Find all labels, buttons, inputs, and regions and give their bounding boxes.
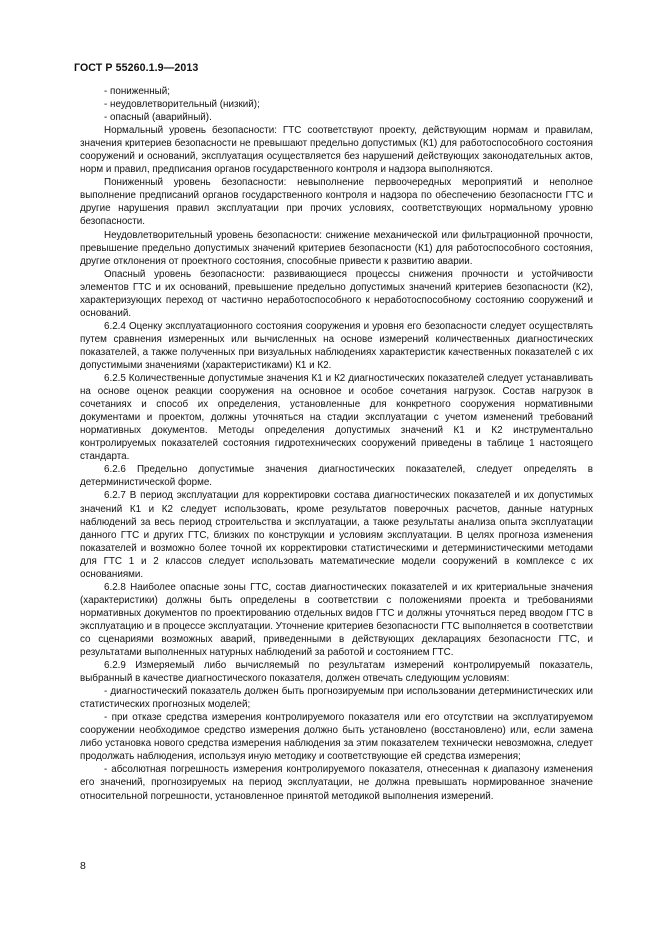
paragraph: Неудовлетворительный уровень безопасности: снижение механической или фильтрационной прочности, превышение предельно допустимых значений критериев безопасности (К1) для работоспособного состояния, другие отклонения от проектного состояния, способные привести к развитию аварии.	[80, 229, 593, 267]
paragraph: - опасный (аварийный).	[104, 112, 212, 124]
paragraph: - неудовлетворительный (низкий);	[104, 99, 260, 111]
paragraph: - диагностический показатель должен быть прогнозируемым при использовании детерминистических или статистических прогнозных моделей;	[80, 686, 593, 711]
paragraph: 6.2.5 Количественные допустимые значения К1 и К2 диагностических показателей следует устанавливать на основе оценок реакции сооружения на основное и особое сочетания нагрузок. Состав нагрузок в сочетаниях и способ их определения, установленные для конкретного сооружения нормативными документами и проектом, должны уточняться на стадии эксплуатации с учетом изменений требований нормативных документов. Методы определения допустимых значений К1 и К2 инструментально контролируемых показателей состояния гидротехнических сооружений приведены в таблице 1 настоящего стандарта.	[80, 373, 593, 463]
document-body	[80, 85, 593, 803]
paragraph: 6.2.7 В период эксплуатации для корректировки состава диагностических показателей и их допустимых значений К1 и К2 следует использовать, кроме результатов поверочных расчетов, данные натурных наблюдений за весь период строительства и эксплуатации, а также результаты анализа опыта эксплуатации данного ГТС и других ГТС, близких по конструкции и условиям эксплуатации. В целях прогноза изменения показателей и возможно более точной их корректировки статистическими и детерминистическими методами для ГТС 1 и 2 классов следует использовать математические модели сооружений в комплексе с их основаниями.	[80, 490, 593, 580]
document-header: ГОСТ Р 55260.1.9—2013	[74, 62, 199, 74]
paragraph: - пониженный;	[104, 86, 170, 97]
paragraph: - абсолютная погрешность измерения контролируемого показателя, отнесенная к диапазону изменения его значений, прогнозируемых на период эксплуатации, не должна превышать нормированное значение относительной погрешности, установленное принятой методикой выполнения измерений.	[80, 764, 593, 802]
page-number: 8	[80, 860, 86, 872]
paragraph: 6.2.9 Измеряемый либо вычисляемый по результатам измерений контролируемый показатель, выбранный в качестве диагностического показателя, должен отвечать следующим условиям:	[80, 660, 593, 685]
paragraph: - при отказе средства измерения контролируемого показателя или его отсутствии на эксплуатируемом сооружении необходимое средство измерения должно быть установлено (восстановлено) или, если замена либо установка нового средства измерения наблюдения за этим показателем технически невозможна, следует продолжать наблюдения, используя иную методику и соответствующие ей средства измерения;	[80, 712, 593, 763]
paragraph: 6.2.8 Наиболее опасные зоны ГТС, состав диагностических показателей и их критериальные значения (характеристики) должны быть определены в соответствии с положениями проекта и требованиями нормативных документов по проектированию отдельных видов ГТС и должны уточняться перед вводом ГТС в эксплуатацию и в процессе эксплуатации. Уточнение критериев безопасности ГТС выполняется в соответствии со сценариями возможных аварий, приведенными в действующих декларациях безопасности ГТС, и результатами выполненных натурных наблюдений за работой и состоянием ГТС.	[80, 581, 593, 659]
paragraph: Пониженный уровень безопасности: невыполнение первоочередных мероприятий и неполное выполнение предписаний органов государственного контроля и надзора по обеспечению безопасности ГТС и другие нарушения правил эксплуатации при прочих условиях, соответствующих нормальному уровню безопасности.	[80, 177, 593, 228]
paragraph: Нормальный уровень безопасности: ГТС соответствуют проекту, действующим нормам и правилам, значения критериев безопасности не превышают предельно допустимых (К1) для работоспособного состояния сооружений и оснований, эксплуатация осуществляется без нарушений действующих законодательных актов, норм и правил, предписания органов государственного контроля и надзора выполняются.	[80, 125, 593, 176]
paragraph: 6.2.4 Оценку эксплуатационного состояния сооружения и уровня его безопасности следует осуществлять путем сравнения измеренных или вычисленных на основе измерений количественных диагностических показателей, а также полученных при визуальных наблюдениях характеристик качественных показателей с их допустимыми значениями (характеристиками) К1 и К2.	[80, 320, 593, 371]
paragraph: 6.2.6 Предельно допустимые значения диагностических показателей, следует определять в детерминистической форме.	[80, 464, 593, 489]
paragraph: Опасный уровень безопасности: развивающиеся процессы снижения прочности и устойчивости элементов ГТС и их оснований, превышение предельно допустимых значений критериев безопасности (К2), характеризующих переход от частично неработоспособного к неработоспособному состоянию сооружений и оснований.	[80, 268, 593, 319]
